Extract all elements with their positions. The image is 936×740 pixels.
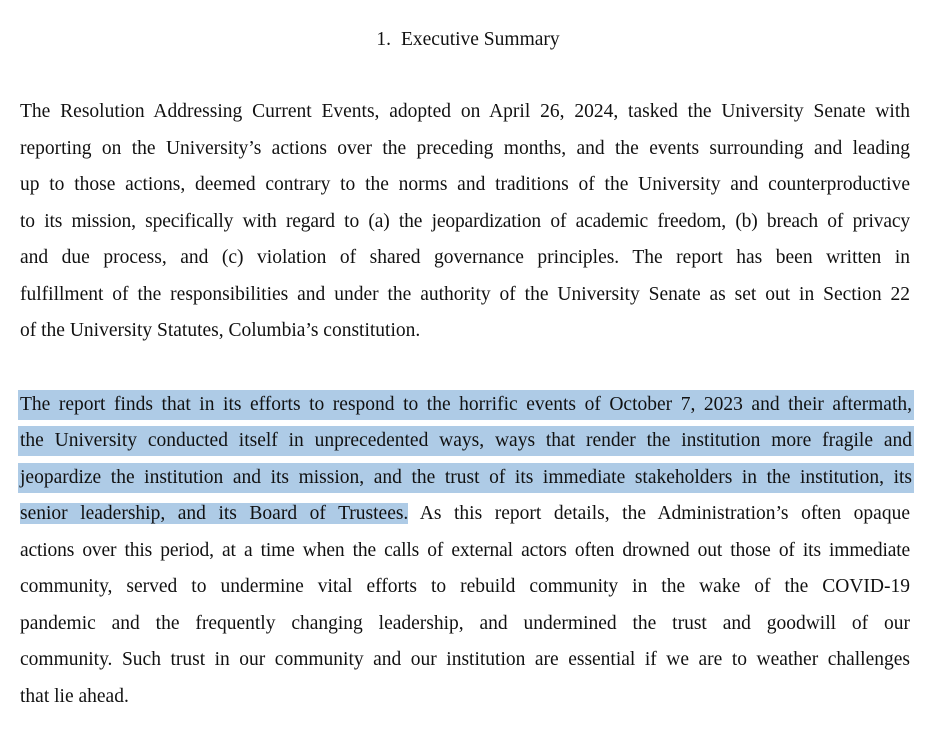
paragraph-line: The Resolution Addressing Current Events, adopted on April 26, 2024, tasked the University Senate with (20, 101, 910, 122)
highlighted-line[interactable]: the University conducted itself in unprecedented ways, ways that render the institution more fragile and (18, 426, 914, 456)
highlighted-line[interactable]: jeopardize the institution and its mission, and the trust of its immediate stakeholders in the institution, its (18, 463, 914, 493)
paragraph-line: actions over this period, at a time when the calls of external actors often drowned out those of its immediate (20, 540, 910, 561)
highlighted-line[interactable]: The report finds that in its efforts to respond to the horrific events of October 7, 2023 and their aftermath, (18, 390, 914, 420)
paragraph-line: community, served to undermine vital efforts to rebuild community in the wake of the COVID-19 (20, 576, 910, 597)
highlighted-text[interactable]: senior leadership, and its Board of Trustees. (20, 503, 409, 524)
section-number: 1. (376, 29, 391, 50)
paragraph-line: to its mission, specifically with regard to (a) the jeopardization of academic freedom, (b) breach of privacy (20, 211, 910, 232)
paragraph-line: and due process, and (c) violation of shared governance principles. The report has been written in (20, 247, 910, 268)
paragraph-line: fulfillment of the responsibilities and under the authority of the University Senate as set out in Section 22 (20, 284, 910, 305)
paragraph-line: that lie ahead. (20, 686, 129, 707)
paragraph-line: pandemic and the frequently changing leadership, and undermined the trust and goodwill of our (20, 613, 910, 634)
line-continuation: As this report details, the Administration’s often opaque (408, 503, 910, 524)
section-title: Executive Summary (400, 29, 560, 50)
paragraph-line: reporting on the University’s actions over the preceding months, and the events surrounding and leading (20, 138, 910, 159)
section-heading (0, 27, 936, 53)
paragraph-line: community. Such trust in our community and our institution are essential if we are to weather challenges (20, 649, 910, 670)
paragraph-line: up to those actions, deemed contrary to the norms and traditions of the University and counterproductive (20, 174, 910, 195)
paragraph-line: of the University Statutes, Columbia’s constitution. (20, 320, 421, 341)
mixed-highlight-line (20, 499, 910, 529)
